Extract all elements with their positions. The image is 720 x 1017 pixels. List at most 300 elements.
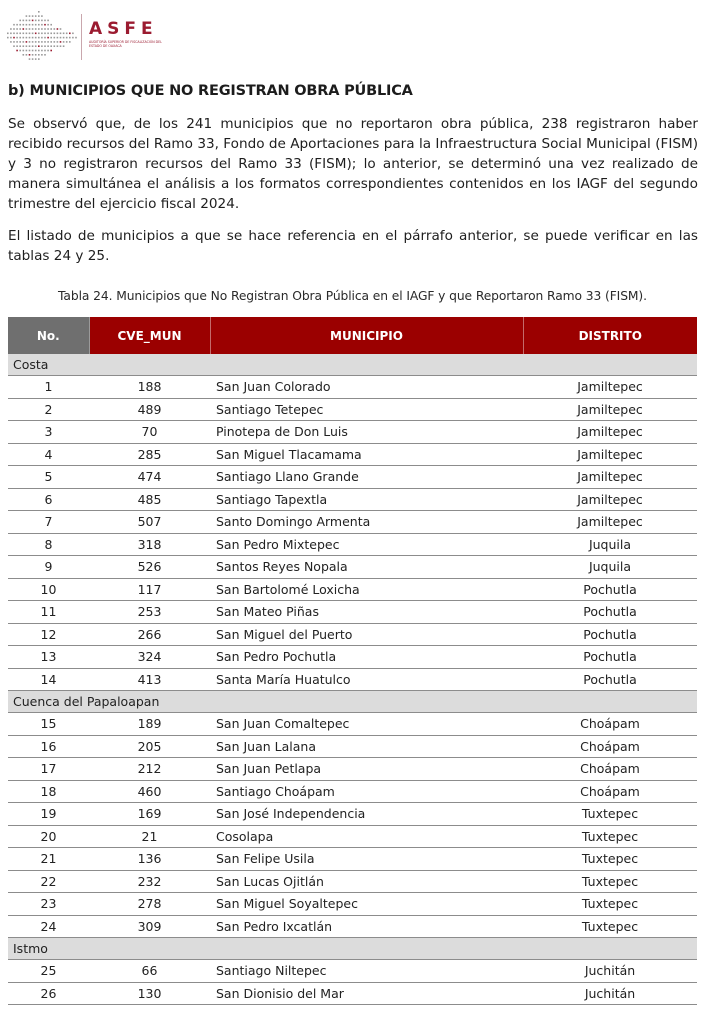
cell-distrito: Pochutla — [523, 578, 697, 601]
map-dot — [13, 37, 15, 39]
map-dot — [44, 33, 46, 35]
cell-distrito: Tuxtepec — [523, 893, 697, 916]
cell-no: 19 — [8, 803, 89, 826]
cell-no: 5 — [8, 466, 89, 489]
map-dot — [38, 11, 40, 13]
map-dot — [57, 28, 59, 30]
table-row — [8, 578, 697, 601]
map-dot — [41, 37, 43, 39]
logo-divider — [81, 14, 82, 60]
cell-distrito: Jamiltepec — [523, 488, 697, 511]
cell-distrito: Choápam — [523, 780, 697, 803]
map-dot — [16, 37, 18, 39]
table-row — [8, 556, 697, 579]
cell-municipio: San Mateo Piñas — [210, 601, 523, 624]
logo-subtitle: AUDITORÍA SUPERIOR DE FISCALIZACIÓN DEL ESTADO DE OAXACA — [89, 40, 162, 48]
map-dot — [26, 28, 28, 30]
table-row — [8, 443, 697, 466]
map-dot — [69, 41, 71, 43]
map-dot — [32, 58, 34, 60]
map-dot — [13, 41, 15, 43]
map-dot — [32, 33, 34, 35]
map-dot — [32, 24, 34, 26]
map-dot — [26, 41, 28, 43]
cell-no: 4 — [8, 443, 89, 466]
map-dot — [35, 45, 37, 47]
cell-no: 16 — [8, 735, 89, 758]
map-dot — [41, 54, 43, 56]
map-dot — [23, 45, 25, 47]
cell-cve-mun: 205 — [89, 735, 210, 758]
map-dot — [69, 37, 71, 39]
cell-municipio: San Pedro Pochutla — [210, 646, 523, 669]
map-dot — [38, 33, 40, 35]
cell-no: 1 — [8, 376, 89, 399]
cell-cve-mun: 413 — [89, 668, 210, 691]
map-dot — [19, 24, 21, 26]
cell-cve-mun: 526 — [89, 556, 210, 579]
cell-municipio: Santiago Llano Grande — [210, 466, 523, 489]
table-row — [8, 668, 697, 691]
map-dot — [29, 15, 31, 17]
map-dot — [13, 33, 15, 35]
map-dot — [54, 37, 56, 39]
map-dot — [35, 33, 37, 35]
cell-no: 14 — [8, 668, 89, 691]
map-dot — [32, 50, 34, 52]
cell-no: 13 — [8, 646, 89, 669]
map-dot — [44, 54, 46, 56]
map-dot — [35, 58, 37, 60]
cell-cve-mun: 460 — [89, 780, 210, 803]
cell-cve-mun: 266 — [89, 623, 210, 646]
map-dot — [35, 20, 37, 22]
cell-distrito: Pochutla — [523, 601, 697, 624]
table-group-row — [8, 938, 697, 960]
map-dot — [16, 28, 18, 30]
map-dot — [26, 45, 28, 47]
cell-cve-mun: 188 — [89, 376, 210, 399]
map-dot — [60, 37, 62, 39]
map-dot — [10, 28, 12, 30]
table-header-row — [8, 317, 697, 354]
cell-no: 26 — [8, 982, 89, 1005]
map-dot — [75, 37, 77, 39]
map-dot — [38, 45, 40, 47]
cell-municipio: San Dionisio del Mar — [210, 982, 523, 1005]
cell-distrito: Tuxtepec — [523, 848, 697, 871]
map-dot — [50, 41, 52, 43]
map-dot — [41, 41, 43, 43]
cell-cve-mun: 212 — [89, 758, 210, 781]
map-dot — [23, 20, 25, 22]
map-dot — [63, 37, 65, 39]
table-body — [8, 354, 697, 1005]
map-dot — [35, 50, 37, 52]
map-dot — [13, 28, 15, 30]
table-row — [8, 915, 697, 938]
oaxaca-dot-map-icon — [4, 8, 80, 64]
cell-no: 20 — [8, 825, 89, 848]
cell-municipio: Santiago Tetepec — [210, 398, 523, 421]
map-dot — [19, 28, 21, 30]
map-dot — [72, 37, 74, 39]
cell-distrito: Tuxtepec — [523, 803, 697, 826]
map-dot — [57, 37, 59, 39]
cell-municipio: Pinotepa de Don Luis — [210, 421, 523, 444]
cell-cve-mun: 285 — [89, 443, 210, 466]
cell-cve-mun: 253 — [89, 601, 210, 624]
map-dot — [29, 45, 31, 47]
map-dot — [32, 41, 34, 43]
cell-cve-mun: 117 — [89, 578, 210, 601]
table-row — [8, 735, 697, 758]
map-dot — [50, 24, 52, 26]
map-dot — [41, 50, 43, 52]
table-caption: Tabla 24. Municipios que No Registran Obra Pública en el IAGF y que Reportaron Ramo 33 (FISM). — [58, 289, 647, 303]
map-dot — [23, 50, 25, 52]
map-dot — [32, 37, 34, 39]
map-dot — [38, 28, 40, 30]
table-row — [8, 982, 697, 1005]
cell-cve-mun: 318 — [89, 533, 210, 556]
map-dot — [41, 28, 43, 30]
cell-municipio: San Felipe Usila — [210, 848, 523, 871]
map-dot — [7, 37, 9, 39]
table-group-row — [8, 691, 697, 713]
cell-no: 25 — [8, 960, 89, 983]
cell-cve-mun: 278 — [89, 893, 210, 916]
map-dot — [38, 20, 40, 22]
cell-cve-mun: 130 — [89, 982, 210, 1005]
cell-municipio: Santiago Tapextla — [210, 488, 523, 511]
map-dot — [66, 37, 68, 39]
map-dot — [57, 41, 59, 43]
cell-distrito: Tuxtepec — [523, 870, 697, 893]
map-dot — [19, 41, 21, 43]
map-dot — [38, 15, 40, 17]
cell-distrito: Jamiltepec — [523, 443, 697, 466]
cell-distrito: Jamiltepec — [523, 466, 697, 489]
body-paragraph-2: El listado de municipios a que se hace referencia en el párrafo anterior, se puede verificar en las tablas 24 y 25. — [8, 228, 698, 264]
cell-no: 21 — [8, 848, 89, 871]
cell-distrito: Choápam — [523, 713, 697, 736]
map-dot — [38, 41, 40, 43]
cell-municipio: San Miguel Soyaltepec — [210, 893, 523, 916]
map-dot — [29, 28, 31, 30]
cell-municipio: San Juan Colorado — [210, 376, 523, 399]
cell-distrito: Pochutla — [523, 646, 697, 669]
cell-municipio: Santa María Huatulco — [210, 668, 523, 691]
cell-distrito: Juquila — [523, 556, 697, 579]
map-dot — [26, 20, 28, 22]
cell-municipio: San Juan Petlapa — [210, 758, 523, 781]
map-dot — [63, 33, 65, 35]
map-dot — [13, 24, 15, 26]
region-label: Istmo — [8, 938, 697, 960]
body-paragraph-1: Se observó que, de los 241 municipios que no reportaron obra pública, 238 registraron haber recibido recursos del Ramo 33, Fondo de Aportaciones para la Infraestructura Social Municipal (FISM) y 3 no registraron recursos del Ramo 33 (FISM); lo anterior, se determinó una vez realizado de manera simultánea el análisis a los formatos correspondientes contenidos en los IAGF del segundo trimestre del ejercicio fiscal 2024. — [8, 116, 698, 212]
table-row — [8, 601, 697, 624]
map-dot — [32, 20, 34, 22]
cell-no: 22 — [8, 870, 89, 893]
map-dot — [35, 37, 37, 39]
map-dot — [50, 50, 52, 52]
cell-no: 6 — [8, 488, 89, 511]
map-dot — [41, 45, 43, 47]
cell-municipio: Santo Domingo Armenta — [210, 511, 523, 534]
cell-no: 10 — [8, 578, 89, 601]
table-row — [8, 488, 697, 511]
map-dot — [47, 33, 49, 35]
cell-cve-mun: 324 — [89, 646, 210, 669]
map-dot — [54, 45, 56, 47]
cell-distrito: Choápam — [523, 735, 697, 758]
map-dot — [23, 54, 25, 56]
column-header-distrito: DISTRITO — [523, 317, 697, 354]
table-row — [8, 825, 697, 848]
map-dot — [44, 24, 46, 26]
map-dot — [16, 45, 18, 47]
map-dot — [26, 24, 28, 26]
map-dot — [29, 41, 31, 43]
cell-no: 23 — [8, 893, 89, 916]
cell-cve-mun: 169 — [89, 803, 210, 826]
map-dot — [50, 45, 52, 47]
cell-distrito: Jamiltepec — [523, 421, 697, 444]
cell-no: 12 — [8, 623, 89, 646]
map-dot — [50, 37, 52, 39]
map-dot — [16, 50, 18, 52]
map-dot — [7, 33, 9, 35]
map-dot — [35, 15, 37, 17]
cell-no: 2 — [8, 398, 89, 421]
map-dot — [29, 54, 31, 56]
table-row — [8, 533, 697, 556]
table-row — [8, 758, 697, 781]
map-dot — [16, 41, 18, 43]
cell-municipio: San José Independencia — [210, 803, 523, 826]
cell-cve-mun: 507 — [89, 511, 210, 534]
map-dot — [10, 37, 12, 39]
cell-cve-mun: 309 — [89, 915, 210, 938]
cell-distrito: Juchitán — [523, 982, 697, 1005]
map-dot — [41, 15, 43, 17]
map-dot — [16, 24, 18, 26]
map-dot — [60, 33, 62, 35]
map-dot — [35, 41, 37, 43]
map-dot — [38, 54, 40, 56]
map-dot — [66, 33, 68, 35]
map-dot — [32, 45, 34, 47]
cell-municipio: San Pedro Mixtepec — [210, 533, 523, 556]
map-dot — [72, 33, 74, 35]
map-dot — [26, 54, 28, 56]
map-dot — [35, 54, 37, 56]
table-row — [8, 893, 697, 916]
map-dot — [44, 20, 46, 22]
map-dot — [44, 28, 46, 30]
map-dot — [60, 41, 62, 43]
map-dot — [44, 45, 46, 47]
cell-municipio: San Miguel del Puerto — [210, 623, 523, 646]
map-dot — [23, 33, 25, 35]
cell-cve-mun: 70 — [89, 421, 210, 444]
map-dot — [26, 37, 28, 39]
column-header-cve-mun: CVE_MUN — [89, 317, 210, 354]
cell-cve-mun: 136 — [89, 848, 210, 871]
cell-no: 9 — [8, 556, 89, 579]
cell-municipio: San Miguel Tlacamama — [210, 443, 523, 466]
map-dot — [38, 58, 40, 60]
map-dot — [13, 45, 15, 47]
table-row — [8, 421, 697, 444]
cell-distrito: Jamiltepec — [523, 398, 697, 421]
map-dot — [29, 37, 31, 39]
table-row — [8, 780, 697, 803]
cell-no: 8 — [8, 533, 89, 556]
table-row — [8, 870, 697, 893]
section-title: b) MUNICIPIOS QUE NO REGISTRAN OBRA PÚBLICA — [8, 83, 413, 99]
region-label: Costa — [8, 354, 697, 376]
table-row — [8, 623, 697, 646]
cell-municipio: Santiago Choápam — [210, 780, 523, 803]
column-header-no: No. — [8, 317, 89, 354]
map-dot — [47, 24, 49, 26]
cell-cve-mun: 66 — [89, 960, 210, 983]
map-dot — [29, 24, 31, 26]
cell-distrito: Pochutla — [523, 623, 697, 646]
map-dot — [44, 41, 46, 43]
map-dot — [47, 41, 49, 43]
table-row — [8, 376, 697, 399]
map-dot — [35, 28, 37, 30]
map-dot — [35, 24, 37, 26]
cell-municipio: San Juan Comaltepec — [210, 713, 523, 736]
cell-municipio: San Pedro Ixcatlán — [210, 915, 523, 938]
cell-municipio: Santiago Niltepec — [210, 960, 523, 983]
cell-distrito: Jamiltepec — [523, 511, 697, 534]
map-dot — [47, 37, 49, 39]
map-dot — [19, 37, 21, 39]
cell-no: 11 — [8, 601, 89, 624]
map-dot — [47, 45, 49, 47]
cell-cve-mun: 485 — [89, 488, 210, 511]
map-dot — [26, 50, 28, 52]
map-dot — [38, 50, 40, 52]
map-dot — [23, 41, 25, 43]
map-dot — [38, 37, 40, 39]
map-dot — [32, 28, 34, 30]
cell-distrito: Pochutla — [523, 668, 697, 691]
map-dot — [10, 41, 12, 43]
map-dot — [63, 45, 65, 47]
cell-distrito: Jamiltepec — [523, 376, 697, 399]
map-dot — [29, 33, 31, 35]
table-row — [8, 646, 697, 669]
cell-no: 24 — [8, 915, 89, 938]
map-dot — [38, 24, 40, 26]
map-dot — [47, 28, 49, 30]
cell-distrito: Choápam — [523, 758, 697, 781]
map-dot — [63, 41, 65, 43]
cell-distrito: Juquila — [523, 533, 697, 556]
cell-no: 17 — [8, 758, 89, 781]
map-dot — [32, 15, 34, 17]
map-dot — [23, 28, 25, 30]
cell-municipio: San Juan Lalana — [210, 735, 523, 758]
map-dot — [66, 41, 68, 43]
cell-no: 15 — [8, 713, 89, 736]
map-dot — [26, 33, 28, 35]
document-header — [0, 0, 720, 75]
map-dot — [29, 58, 31, 60]
map-dot — [60, 28, 62, 30]
map-dot — [54, 28, 56, 30]
map-dot — [47, 50, 49, 52]
cell-cve-mun: 489 — [89, 398, 210, 421]
table-row — [8, 960, 697, 983]
table-row — [8, 511, 697, 534]
map-dot — [19, 33, 21, 35]
cell-distrito: Juchitán — [523, 960, 697, 983]
cell-no: 7 — [8, 511, 89, 534]
cell-cve-mun: 474 — [89, 466, 210, 489]
cell-no: 3 — [8, 421, 89, 444]
table-row — [8, 803, 697, 826]
map-dot — [69, 33, 71, 35]
map-dot — [57, 45, 59, 47]
cell-cve-mun: 232 — [89, 870, 210, 893]
cell-municipio: Santos Reyes Nopala — [210, 556, 523, 579]
table-row — [8, 848, 697, 871]
logo-wordmark: ASFE — [89, 19, 158, 39]
table-row — [8, 713, 697, 736]
map-dot — [16, 33, 18, 35]
map-dot — [10, 33, 12, 35]
column-header-municipio: MUNICIPIO — [210, 317, 523, 354]
table-row — [8, 398, 697, 421]
map-dot — [54, 41, 56, 43]
table-row — [8, 466, 697, 489]
map-dot — [26, 15, 28, 17]
cell-municipio: San Bartolomé Loxicha — [210, 578, 523, 601]
map-dot — [19, 50, 21, 52]
map-dot — [23, 37, 25, 39]
municipios-table — [8, 317, 697, 1005]
map-dot — [41, 20, 43, 22]
cell-cve-mun: 21 — [89, 825, 210, 848]
map-dot — [50, 33, 52, 35]
map-dot — [50, 28, 52, 30]
map-dot — [32, 54, 34, 56]
cell-cve-mun: 189 — [89, 713, 210, 736]
map-dot — [44, 50, 46, 52]
table-group-row — [8, 354, 697, 376]
map-dot — [41, 24, 43, 26]
map-dot — [29, 50, 31, 52]
map-dot — [41, 33, 43, 35]
map-dot — [44, 37, 46, 39]
map-dot — [19, 20, 21, 22]
map-dot — [54, 33, 56, 35]
map-dot — [57, 33, 59, 35]
cell-no: 18 — [8, 780, 89, 803]
cell-municipio: Cosolapa — [210, 825, 523, 848]
map-dot — [47, 20, 49, 22]
cell-distrito: Tuxtepec — [523, 915, 697, 938]
cell-municipio: San Lucas Ojitlán — [210, 870, 523, 893]
map-dot — [29, 20, 31, 22]
